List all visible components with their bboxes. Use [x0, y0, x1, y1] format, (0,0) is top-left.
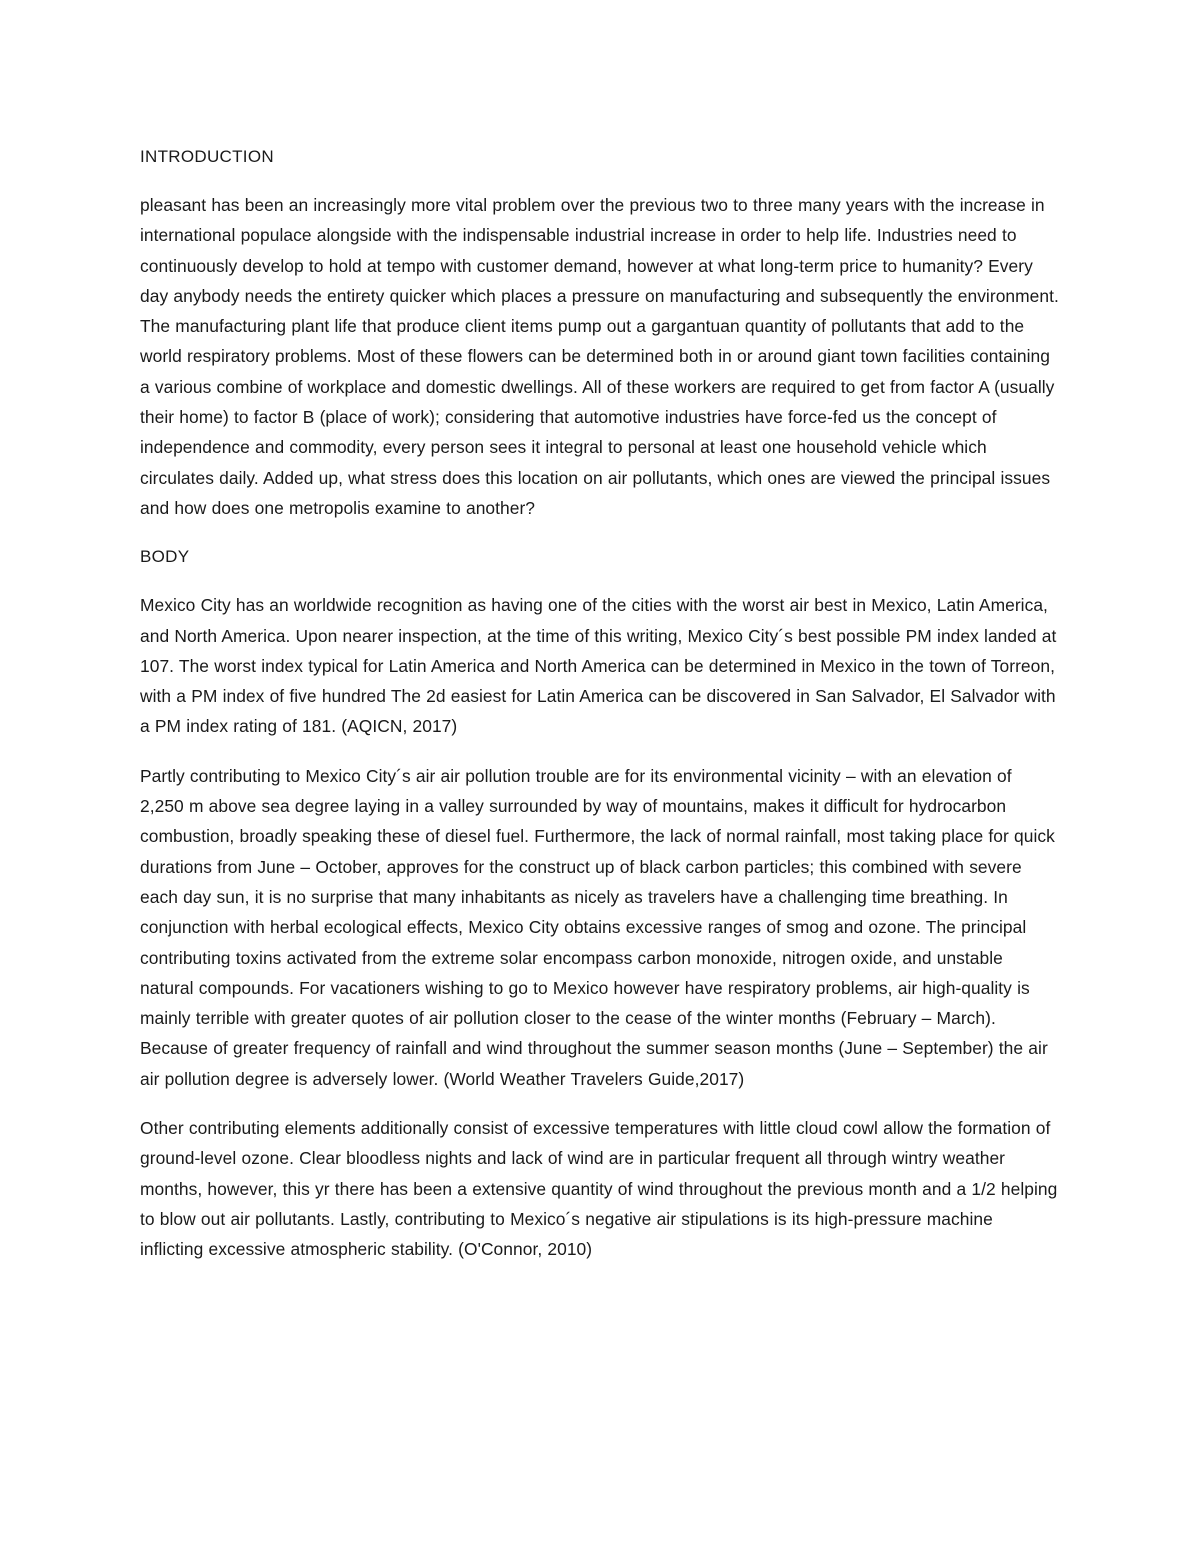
intro-paragraph: pleasant has been an increasingly more vital problem over the previous two to three many years with the increase in international populace alongside with the indispensable industrial increase in order to help life. Industries need to continuously develop to hold at tempo with customer demand, however at what long-term price to humanity? Every day anybody needs the entirety quicker which places a pressure on manufacturing and subsequently the environment. The manufacturing plant life that produce client items pump out a gargantuan quantity of pollutants that add to the world respiratory problems. Most of these flowers can be determined both in or around giant town facilities containing a various combine of workplace and domestic dwellings. All of these workers are required to get from factor A (usually their home) to factor B (place of work); considering that automotive industries have force-fed us the concept of independence and commodity, every person sees it integral to personal at least one household vehicle which circulates daily. Added up, what stress does this location on air pollutants, which ones are viewed the principal issues and how does one metropolis examine to another?: [140, 195, 1059, 518]
body-paragraph-2: Partly contributing to Mexico City´s air air pollution trouble are for its environmental vicinity – with an elevation of 2,250 m above sea degree laying in a valley surrounded by way of mountains, makes it difficult for hydrocarbon combustion, broadly speaking these of diesel fuel. Furthermore, the lack of normal rainfall, most taking place for quick durations from June – October, approves for the construct up of black carbon particles; this combined with severe each day sun, it is no surprise that many inhabitants as nicely as travelers have a challenging time breathing. In conjunction with herbal ecological effects, Mexico City obtains excessive ranges of smog and ozone. The principal contributing toxins activated from the extreme solar encompass carbon monoxide, nitrogen oxide, and unstable natural compounds. For vacationers wishing to go to Mexico however have respiratory problems, air high-quality is mainly terrible with greater quotes of air pollution closer to the cease of the winter months (February – March). Because of greater frequency of rainfall and wind throughout the summer season months (June – September) the air air pollution degree is adversely lower. (World Weather Travelers Guide,2017): [140, 765, 1055, 1089]
body-paragraph-1: Mexico City has an worldwide recognition as having one of the cities with the worst air best in Mexico, Latin America, and North America. Upon nearer inspection, at the time of this writing, Mexico City´s best possible PM index landed at 107. The worst index typical for Latin America and North America can be determined in Mexico in the town of Torreon, with a PM index of five hundred The 2d easiest for Latin America can be discovered in San Salvador, El Salvador with a PM index rating of 181. (AQICN, 2017): [140, 595, 1057, 737]
body-paragraph-3: Other contributing elements additionally consist of excessive temperatures with little cloud cowl allow the formation of ground-level ozone. Clear bloodless nights and lack of wind are in particular frequent all through wintry weather months, however, this yr there has been a extensive quantity of wind throughout the previous month and a 1/2 helping to blow out air pollutants. Lastly, contributing to Mexico´s negative air stipulations is its high-pressure machine inflicting excessive atmospheric stability. (O'Connor, 2010): [140, 1118, 1058, 1260]
body-heading: BODY: [140, 547, 190, 567]
intro-heading: INTRODUCTION: [140, 147, 274, 166]
